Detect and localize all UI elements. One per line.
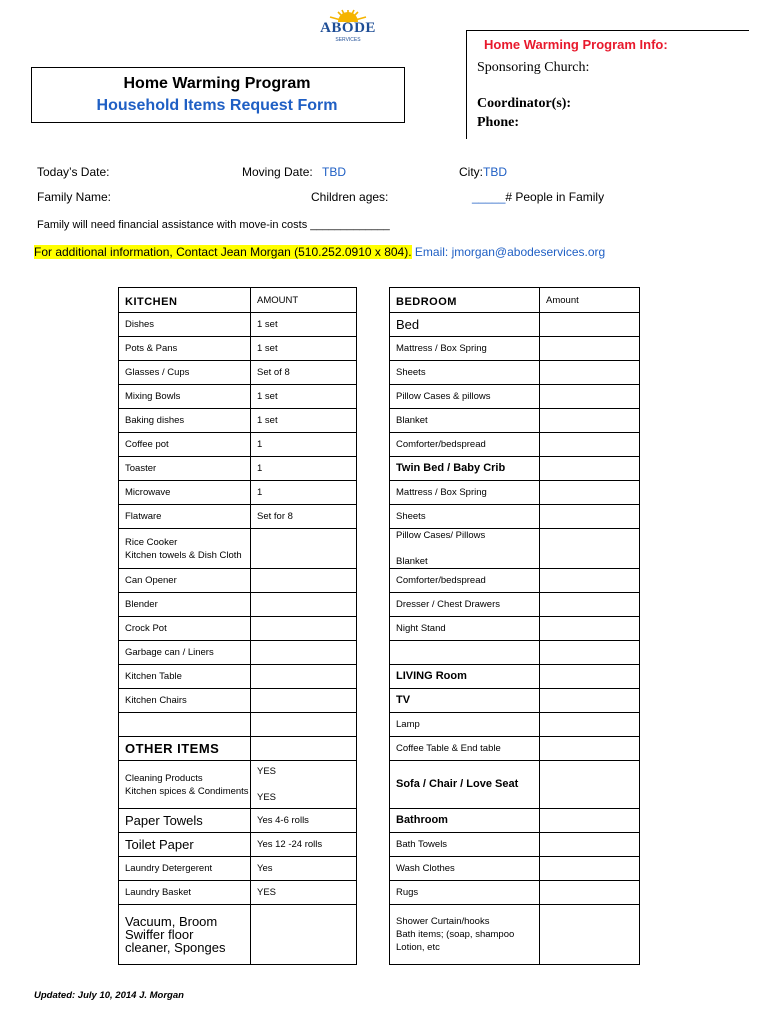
moving-date-value: TBD bbox=[322, 165, 347, 179]
left-table-amount-cell: 1 set bbox=[251, 337, 357, 361]
right-table-item-cell: Night Stand bbox=[390, 617, 540, 641]
left-table-item-cell: Kitchen Chairs bbox=[119, 689, 251, 713]
right-table-amount-cell bbox=[540, 665, 640, 689]
left-table-amount-cell bbox=[251, 593, 357, 617]
right-table-row bbox=[390, 857, 640, 881]
left-table-amount-cell bbox=[251, 665, 357, 689]
right-table-row bbox=[390, 313, 640, 337]
right-table-item-cell: BEDROOM bbox=[390, 288, 540, 313]
right-table-item-cell: Sofa / Chair / Love Seat bbox=[390, 761, 540, 809]
logo-text: ABODE bbox=[320, 20, 376, 36]
program-info-title: Home Warming Program Info: bbox=[484, 37, 668, 52]
left-table-item-cell: Blender bbox=[119, 593, 251, 617]
right-table-row bbox=[390, 409, 640, 433]
left-table-item-cell: Pots & Pans bbox=[119, 337, 251, 361]
left-table-amount-cell bbox=[251, 713, 357, 737]
left-table-item-cell: Baking dishes bbox=[119, 409, 251, 433]
left-table-row bbox=[119, 433, 357, 457]
right-table-row bbox=[390, 809, 640, 833]
right-table-row bbox=[390, 665, 640, 689]
right-table-amount-cell bbox=[540, 337, 640, 361]
right-table-amount-cell bbox=[540, 833, 640, 857]
left-table-item-cell: Microwave bbox=[119, 481, 251, 505]
left-table-row bbox=[119, 593, 357, 617]
right-table-amount-cell bbox=[540, 857, 640, 881]
right-table-row bbox=[390, 881, 640, 905]
left-table-row bbox=[119, 337, 357, 361]
left-table-row bbox=[119, 569, 357, 593]
left-table-amount-cell bbox=[251, 641, 357, 665]
right-table-amount-cell bbox=[540, 313, 640, 337]
left-table-row bbox=[119, 457, 357, 481]
left-table-item-cell: Laundry Detergerent bbox=[119, 857, 251, 881]
left-table-row bbox=[119, 361, 357, 385]
right-table-amount-cell bbox=[540, 505, 640, 529]
left-table-item-cell: Mixing Bowls bbox=[119, 385, 251, 409]
right-table-amount-cell bbox=[540, 481, 640, 505]
left-table-amount-cell bbox=[251, 689, 357, 713]
right-table-row bbox=[390, 569, 640, 593]
form-title: Home Warming Program bbox=[123, 75, 311, 92]
left-table-item-cell: Crock Pot bbox=[119, 617, 251, 641]
left-table-row bbox=[119, 288, 357, 313]
right-table-amount-cell bbox=[540, 737, 640, 761]
left-table-item-cell: Toilet Paper bbox=[119, 833, 251, 857]
left-table-row bbox=[119, 881, 357, 905]
left-table-row bbox=[119, 809, 357, 833]
left-table-amount-cell: 1 set bbox=[251, 409, 357, 433]
right-table-item-cell: Pillow Cases/ Pillows Blanket bbox=[390, 529, 540, 569]
left-table-amount-cell: 1 bbox=[251, 457, 357, 481]
right-table-row bbox=[390, 641, 640, 665]
left-table-item-cell: Coffee pot bbox=[119, 433, 251, 457]
right-table-row bbox=[390, 288, 640, 313]
right-table-row bbox=[390, 481, 640, 505]
left-table-item-cell: Cleaning Products Kitchen spices & Condiments bbox=[119, 761, 251, 809]
right-table-row bbox=[390, 689, 640, 713]
left-table-amount-cell: YES YES bbox=[251, 761, 357, 809]
left-table-item-cell: Glasses / Cups bbox=[119, 361, 251, 385]
phone-label: Phone: bbox=[477, 115, 519, 130]
right-table-item-cell: Comforter/bedspread bbox=[390, 433, 540, 457]
right-table-amount-cell bbox=[540, 409, 640, 433]
contact-email[interactable]: Email: jmorgan@abodeservices.org bbox=[414, 245, 606, 259]
right-table-item-cell: Coffee Table & End table bbox=[390, 737, 540, 761]
left-table-row bbox=[119, 905, 357, 965]
right-table-item-cell bbox=[390, 641, 540, 665]
right-table-amount-cell bbox=[540, 761, 640, 809]
left-table-row bbox=[119, 857, 357, 881]
city-value: TBD bbox=[483, 165, 507, 179]
left-table-amount-cell: Yes 12 -24 rolls bbox=[251, 833, 357, 857]
form-subtitle: Household Items Request Form bbox=[96, 97, 338, 114]
right-table-item-cell: Bed bbox=[390, 313, 540, 337]
left-table-item-cell: Toaster bbox=[119, 457, 251, 481]
financial-assistance-line: Family will need financial assistance with move-in costs _____________ bbox=[37, 219, 390, 231]
left-table-row bbox=[119, 737, 357, 761]
right-table-amount-cell bbox=[540, 385, 640, 409]
right-table-amount-cell bbox=[540, 689, 640, 713]
left-table-amount-cell: 1 set bbox=[251, 385, 357, 409]
left-table-row bbox=[119, 529, 357, 569]
right-table-row bbox=[390, 361, 640, 385]
left-table-row bbox=[119, 833, 357, 857]
right-table-row bbox=[390, 433, 640, 457]
right-table-row bbox=[390, 337, 640, 361]
right-table-item-cell: Twin Bed / Baby Crib bbox=[390, 457, 540, 481]
logo-subtext: SERVICES bbox=[335, 37, 361, 43]
right-table-amount-cell bbox=[540, 905, 640, 965]
left-table-item-cell bbox=[119, 713, 251, 737]
left-table-row bbox=[119, 481, 357, 505]
left-table-row bbox=[119, 761, 357, 809]
sponsoring-church-label: Sponsoring Church: bbox=[477, 60, 590, 75]
right-table-item-cell: Pillow Cases & pillows bbox=[390, 385, 540, 409]
left-table-amount-cell: Yes bbox=[251, 857, 357, 881]
left-table-item-cell: Flatware bbox=[119, 505, 251, 529]
right-table-item-cell: Mattress / Box Spring bbox=[390, 481, 540, 505]
left-table-amount-cell bbox=[251, 905, 357, 965]
contact-info-highlight: For additional information, Contact Jean Morgan (510.252.0910 x 804). bbox=[34, 245, 412, 259]
right-table-item-cell: Mattress / Box Spring bbox=[390, 337, 540, 361]
todays-date-label: Today’s Date: bbox=[37, 165, 110, 179]
left-table-item-cell: Vacuum, Broom Swiffer floor cleaner, Sponges bbox=[119, 905, 251, 965]
children-ages-label: Children ages: bbox=[311, 190, 389, 204]
people-in-family-label: # People in Family bbox=[505, 190, 605, 204]
right-table-item-cell: Lamp bbox=[390, 713, 540, 737]
right-table-item-cell: Blanket bbox=[390, 409, 540, 433]
left-table-row bbox=[119, 665, 357, 689]
right-table-amount-cell bbox=[540, 617, 640, 641]
coordinators-label: Coordinator(s): bbox=[477, 96, 572, 111]
right-table-amount-cell bbox=[540, 433, 640, 457]
left-table-item-cell: OTHER ITEMS bbox=[119, 737, 251, 761]
left-table-amount-cell: Set of 8 bbox=[251, 361, 357, 385]
left-table-item-cell: Kitchen Table bbox=[119, 665, 251, 689]
left-table-amount-cell: 1 bbox=[251, 481, 357, 505]
right-table-row bbox=[390, 593, 640, 617]
left-table-item-cell: KITCHEN bbox=[119, 288, 251, 313]
right-table-row bbox=[390, 713, 640, 737]
left-table-amount-cell bbox=[251, 569, 357, 593]
left-table-amount-cell: Yes 4-6 rolls bbox=[251, 809, 357, 833]
left-table-amount-cell: YES bbox=[251, 881, 357, 905]
right-table-row bbox=[390, 457, 640, 481]
left-table-amount-cell bbox=[251, 529, 357, 569]
family-name-label: Family Name: bbox=[37, 190, 112, 204]
left-table-item-cell: Can Opener bbox=[119, 569, 251, 593]
right-table-item-cell: Shower Curtain/hooks Bath items; (soap, shampoo Lotion, etc bbox=[390, 905, 540, 965]
right-table-row bbox=[390, 833, 640, 857]
right-table-item-cell: Rugs bbox=[390, 881, 540, 905]
left-table-item-cell: Paper Towels bbox=[119, 809, 251, 833]
left-table-amount-cell bbox=[251, 617, 357, 641]
kitchen-items-table bbox=[118, 287, 357, 965]
left-table-amount-cell: 1 bbox=[251, 433, 357, 457]
right-table-item-cell: Bathroom bbox=[390, 809, 540, 833]
left-table-row bbox=[119, 689, 357, 713]
right-table-row bbox=[390, 761, 640, 809]
people-count-blank: _____ bbox=[472, 190, 506, 204]
right-table-row bbox=[390, 529, 640, 569]
right-table-item-cell: Bath Towels bbox=[390, 833, 540, 857]
right-table-item-cell: LIVING Room bbox=[390, 665, 540, 689]
right-table-amount-cell: Amount bbox=[540, 288, 640, 313]
right-table-amount-cell bbox=[540, 881, 640, 905]
left-table-amount-cell: 1 set bbox=[251, 313, 357, 337]
right-table-row bbox=[390, 737, 640, 761]
right-table-amount-cell bbox=[540, 713, 640, 737]
right-table-item-cell: Sheets bbox=[390, 505, 540, 529]
updated-footer: Updated: July 10, 2014 J. Morgan bbox=[34, 990, 184, 1001]
left-table-row bbox=[119, 505, 357, 529]
left-table-row bbox=[119, 385, 357, 409]
right-table-item-cell: TV bbox=[390, 689, 540, 713]
right-table-amount-cell bbox=[540, 641, 640, 665]
right-table-amount-cell bbox=[540, 569, 640, 593]
left-table-amount-cell: Set for 8 bbox=[251, 505, 357, 529]
right-table-item-cell: Wash Clothes bbox=[390, 857, 540, 881]
right-table-amount-cell bbox=[540, 529, 640, 569]
right-table-amount-cell bbox=[540, 457, 640, 481]
right-table-row bbox=[390, 385, 640, 409]
right-table-item-cell: Sheets bbox=[390, 361, 540, 385]
left-table-row bbox=[119, 641, 357, 665]
left-table-item-cell: Dishes bbox=[119, 313, 251, 337]
left-table-row bbox=[119, 409, 357, 433]
left-table-item-cell: Rice Cooker Kitchen towels & Dish Cloth bbox=[119, 529, 251, 569]
right-table-item-cell: Comforter/bedspread bbox=[390, 569, 540, 593]
left-table-item-cell: Laundry Basket bbox=[119, 881, 251, 905]
left-table-amount-cell bbox=[251, 737, 357, 761]
left-table-row bbox=[119, 313, 357, 337]
right-table-row bbox=[390, 905, 640, 965]
left-table-item-cell: Garbage can / Liners bbox=[119, 641, 251, 665]
city-label: City: bbox=[459, 165, 483, 179]
left-table-row bbox=[119, 617, 357, 641]
moving-date-label: Moving Date: bbox=[242, 165, 313, 179]
right-table-row bbox=[390, 505, 640, 529]
bedroom-items-table bbox=[389, 287, 640, 965]
right-table-item-cell: Dresser / Chest Drawers bbox=[390, 593, 540, 617]
right-table-amount-cell bbox=[540, 809, 640, 833]
right-table-row bbox=[390, 617, 640, 641]
right-table-amount-cell bbox=[540, 593, 640, 617]
left-table-amount-cell: AMOUNT bbox=[251, 288, 357, 313]
left-table-row bbox=[119, 713, 357, 737]
right-table-amount-cell bbox=[540, 361, 640, 385]
